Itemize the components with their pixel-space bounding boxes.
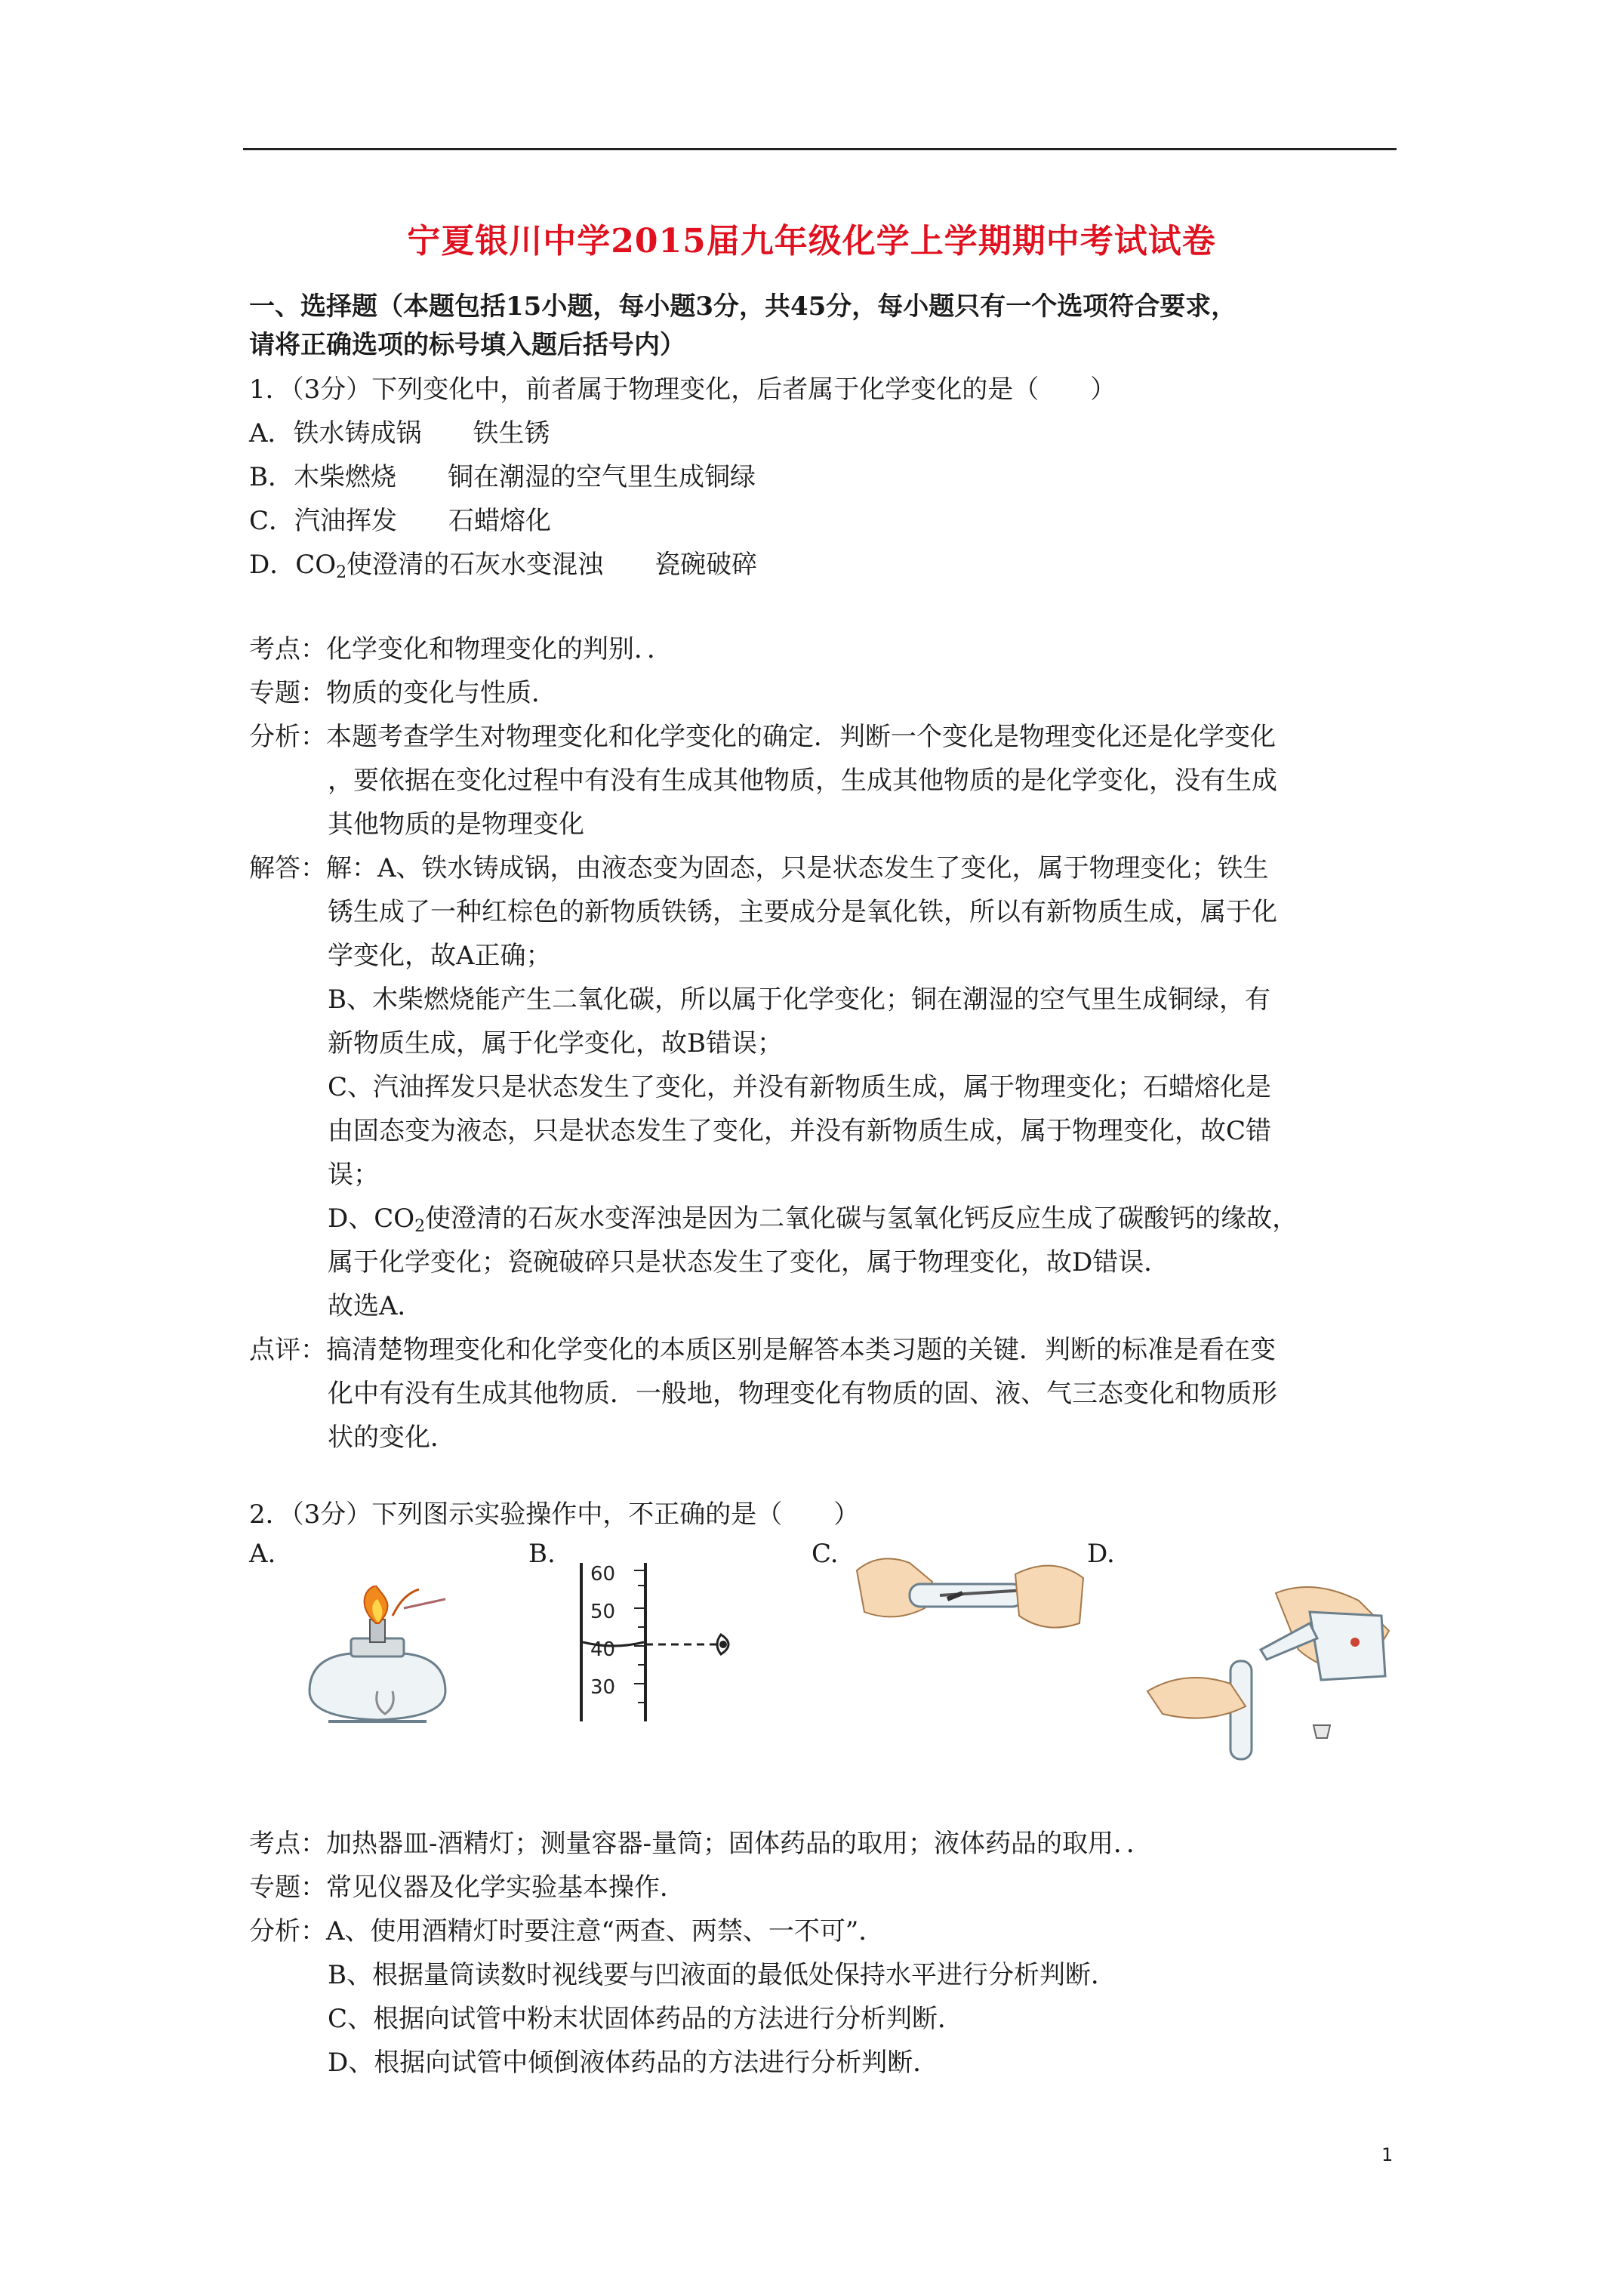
- q2-stem: 2．（3分）下列图示实验操作中，不正确的是（ ）: [249, 1499, 860, 1530]
- q1-jieda-d-pre: D、CO: [328, 1203, 415, 1234]
- q1-option-b: B．木柴燃烧 铜在潮湿的空气里生成铜绿: [249, 462, 756, 492]
- q2-fenxi-line: 分析：A、使用酒精灯时要注意“两查、两禁、一不可”．: [249, 1916, 885, 1946]
- q1-jieda-d-line: [328, 1200, 1298, 1245]
- q1-jieda-line: 解答：解：A、铁水铸成锅，由液态变为固态，只是状态发生了变化，属于物理变化；铁生: [249, 853, 1269, 883]
- q1-jieda-line: B、木柴燃烧能产生二氧化碳，所以属于化学变化；铜在潮湿的空气里生成铜绿，有: [328, 985, 1270, 1015]
- q1-option-d-sub: 2: [336, 563, 347, 582]
- q2-label-c: C.: [812, 1539, 839, 1569]
- q2-label-d: D.: [1087, 1539, 1115, 1569]
- q2-zhuanti: 专题：常见仪器及化学实验基本操作．: [249, 1872, 685, 1903]
- q1-dianping-line: 状的变化．: [328, 1422, 456, 1453]
- q1-jieda-line: 误；: [328, 1160, 379, 1190]
- q1-jieda-line: 学变化，故A正确；: [328, 941, 552, 971]
- test-tube-powder-figure: [849, 1540, 1091, 1653]
- q1-dianping-line: 化中有没有生成其他物质．一般地，物理变化有物质的固、液、气三态变化和物质形: [328, 1379, 1277, 1409]
- q2-fenxi-line: D、根据向试管中倾倒液体药品的方法进行分析判断．: [328, 2048, 939, 2078]
- page-number: 1: [1381, 2144, 1394, 2165]
- q1-jieda-line: 故选A．: [328, 1291, 423, 1321]
- q1-jieda-line: C、汽油挥发只是状态发生了变化，并没有新物质生成，属于物理变化；石蜡熔化是: [328, 1072, 1272, 1102]
- q1-jieda-line: 由固态变为液态，只是状态发生了变化，并没有新物质生成，属于物理变化，故C错: [328, 1116, 1272, 1146]
- q1-dianping-line: 点评：搞清楚物理变化和化学变化的本质区别是解答本类习题的关键．判断的标准是看在变: [249, 1335, 1276, 1365]
- graduated-cylinder-figure: [574, 1555, 755, 1729]
- cylinder-tick-label: 40: [590, 1638, 616, 1661]
- q1-option-d-pre: D．CO: [249, 550, 337, 580]
- header-rule: [243, 148, 1397, 150]
- q1-jieda-d-sub: 2: [414, 1217, 426, 1236]
- section-header-line-1: 一、选择题（本题包括15小题，每小题3分，共45分，每小题只有一个选项符合要求，: [249, 291, 1237, 322]
- q1-fenxi-line: 其他物质的是物理变化: [328, 809, 584, 840]
- cylinder-tick-label: 50: [590, 1601, 616, 1623]
- q2-label-b: B.: [528, 1539, 556, 1569]
- q1-option-d-post: 使澄清的石灰水变混浊 瓷碗破碎: [346, 550, 758, 580]
- q1-option-a: A．铁水铸成锅 铁生锈: [249, 418, 550, 448]
- q1-stem: 1．（3分）下列变化中，前者属于物理变化，后者属于化学变化的是（ ）: [249, 374, 1116, 405]
- pouring-liquid-figure: [1140, 1578, 1412, 1774]
- cylinder-tick-label: 60: [590, 1563, 616, 1586]
- q2-label-a: A.: [249, 1539, 276, 1569]
- q1-jieda-line: 属于化学变化；瓷碗破碎只是状态发生了变化，属于物理变化，故D错误．: [328, 1247, 1170, 1277]
- cylinder-tick-label: 30: [590, 1676, 616, 1699]
- q2-fenxi-line: B、根据量筒读数时视线要与凹液面的最低处保持水平进行分析判断．: [328, 1960, 1116, 1990]
- q1-option-c: C．汽油挥发 石蜡熔化: [249, 506, 552, 536]
- q1-option-d: [249, 547, 757, 591]
- q1-jieda-line: 锈生成了一种红棕色的新物质铁锈，主要成分是氧化铁，所以有新物质生成，属于化: [328, 897, 1277, 927]
- q1-zhuanti: 专题：物质的变化与性质．: [249, 678, 557, 708]
- q1-jieda-line: 新物质生成，属于化学变化，故B错误；: [328, 1028, 783, 1059]
- page-title: 宁夏银川中学2015届九年级化学上学期期中考试试卷: [407, 222, 1216, 260]
- q1-kaodian: 考点：化学变化和物理变化的判别．．: [249, 634, 673, 664]
- section-header-line-2: 请将正确选项的标号填入题后括号内）: [249, 330, 685, 360]
- q2-fenxi-line: C、根据向试管中粉末状固体药品的方法进行分析判断．: [328, 2004, 964, 2034]
- q1-fenxi-line: 分析：本题考查学生对物理变化和化学变化的确定．判断一个变化是物理变化还是化学变化: [249, 722, 1276, 752]
- q1-fenxi-line: ，要依据在变化过程中有没有生成其他物质，生成其他物质的是化学变化，没有生成: [328, 766, 1277, 796]
- q1-jieda-d-post: 使澄清的石灰水变浑浊是因为二氧化碳与氢氧化钙反应生成了碳酸钙的缘故，: [425, 1203, 1298, 1234]
- alcohol-lamp-figure: [287, 1586, 468, 1737]
- q2-kaodian: 考点：加热器皿-酒精灯；测量容器-量筒；固体药品的取用；液体药品的取用．．: [249, 1829, 1152, 1859]
